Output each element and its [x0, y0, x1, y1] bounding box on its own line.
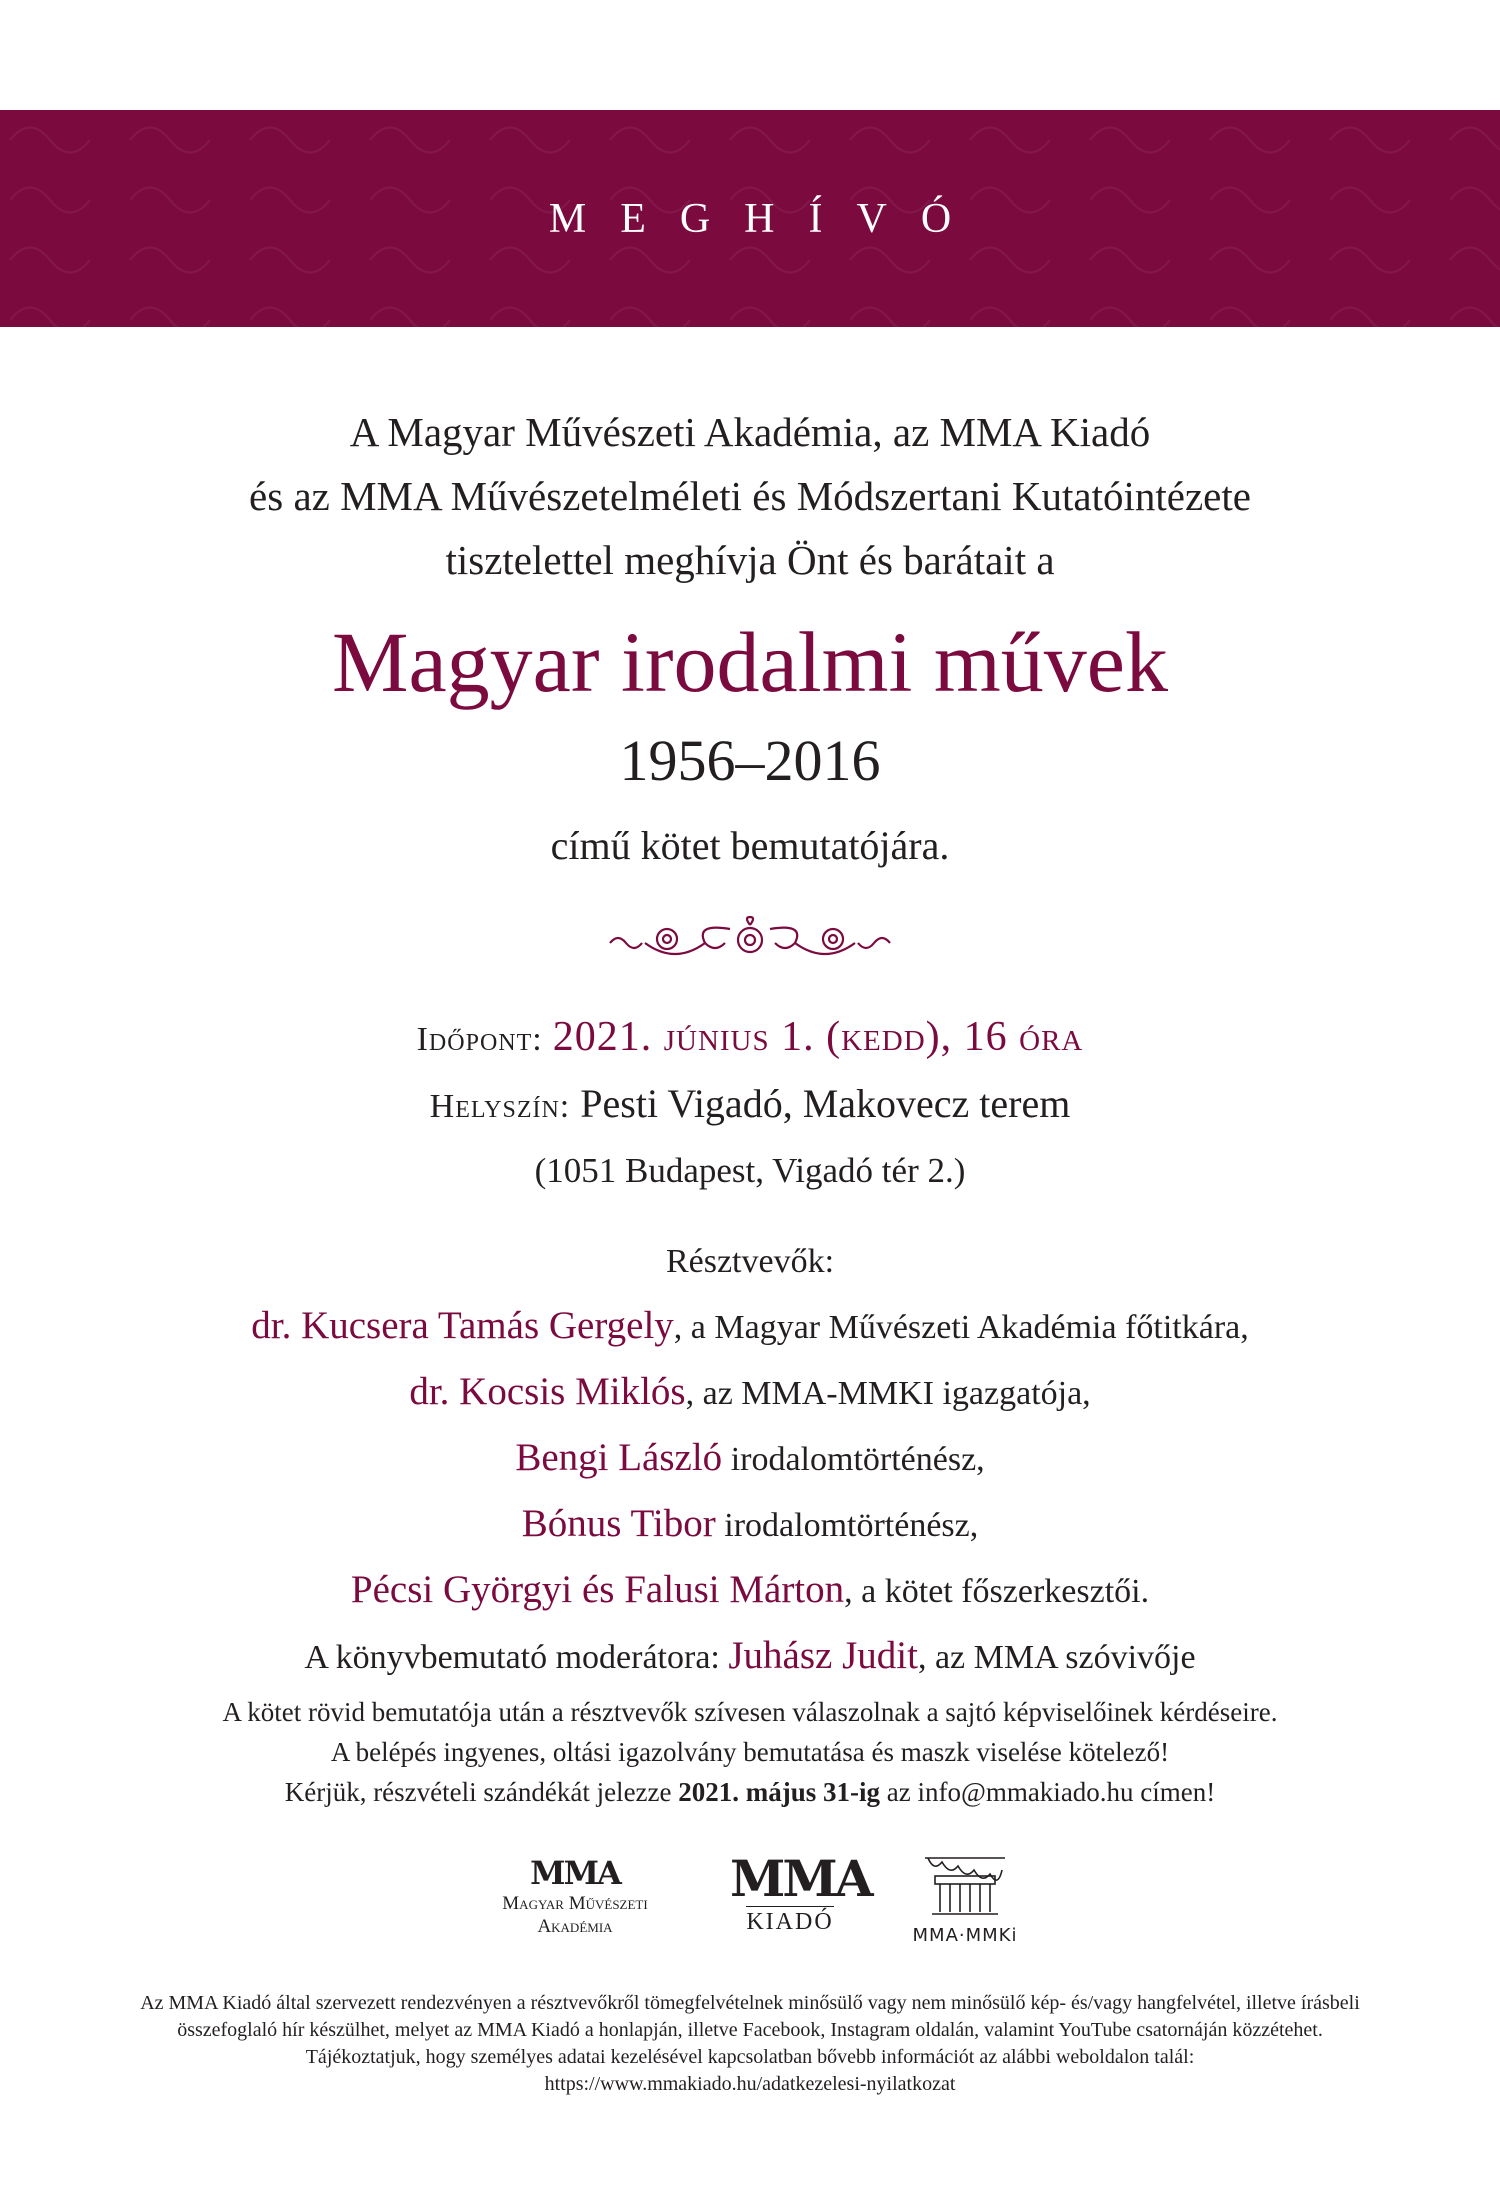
mma-logo-mark: MMA [530, 1854, 620, 1892]
intro-line: és az MMA Művészetelméleti és Módszertani Kutatóintézete [249, 473, 1251, 519]
book-title: Magyar irodalmi művek [332, 614, 1168, 710]
event-address: (1051 Budapest, Vigadó tér 2.) [534, 1151, 966, 1190]
kiado-logo-mark: MMA [730, 1849, 871, 1908]
participant-role: , a kötet főszerkesztői. [844, 1573, 1150, 1610]
mma-mmki-logo [905, 1850, 1025, 1946]
moderator-role: , az MMA szóvivője [917, 1639, 1196, 1676]
participant-name: Bónus Tibor [521, 1502, 716, 1545]
intro-line: tisztelettel meghívja Önt és barátait a [445, 537, 1055, 583]
participant-row [0, 1492, 1500, 1558]
moderator-prefix: A könyvbemutató moderátora: [304, 1639, 729, 1676]
note-line [0, 1772, 1500, 1812]
intro-text [0, 400, 1500, 592]
participant-row [0, 1426, 1500, 1492]
participant-role: irodalomtörténész, [715, 1507, 979, 1544]
logos-row [0, 1850, 1500, 1960]
place-label: Helyszín: [429, 1088, 571, 1125]
book-subtitle: című kötet bemutatójára. [550, 823, 950, 868]
mma-kiado-logo [730, 1849, 871, 1936]
participant-row [0, 1558, 1500, 1624]
mma-logo-line2: Akadémia [537, 1916, 613, 1937]
participant-role: irodalomtörténész, [722, 1441, 985, 1478]
note-prefix: Kérjük, részvételi szándékát jelezze [284, 1777, 679, 1807]
moderator-row [0, 1624, 1500, 1690]
note-line: A belépés ingyenes, oltási igazolvány bemutatása és maszk viselése kötelező! [330, 1737, 1170, 1767]
participants-section [0, 1230, 1500, 1690]
header-banner [0, 110, 1500, 327]
book-years: 1956–2016 [619, 728, 881, 793]
column-capital-icon [920, 1850, 1010, 1920]
mma-logo [460, 1854, 690, 1938]
mmki-logo-text: MMA·MMKi [912, 1925, 1018, 1946]
participant-row [0, 1360, 1500, 1426]
privacy-text: Az MMA Kiadó által szervezett rendezvényen a résztvevőkről tömegfelvételnek minősülő vagy nem minősülő kép- és/vagy hangfelvétel, illetve írásbeli összefoglaló hír készülhet, melyet az MMA Kiadó a honlapján, illetve Facebook, Instagram oldalán, valamint YouTube csatornáján közzétehet. Tájékoztatjuk, hogy személyes adatai kezelésével kapcsolatban bővebb információt az alábbi weboldalon talál: [140, 1992, 1360, 2068]
ornament-divider [605, 915, 895, 965]
invitation-heading: MEGHÍVÓ [548, 195, 986, 242]
mma-logo-line1: Magyar Művészeti [502, 1893, 648, 1914]
participant-role: , az MMA-MMKI igazgatója, [685, 1375, 1091, 1412]
participant-role: , a Magyar Művészeti Akadémia főtitkára, [673, 1309, 1249, 1346]
event-details [0, 1005, 1500, 1203]
participant-name: dr. Kocsis Miklós [409, 1370, 686, 1413]
place-value: Pesti Vigadó, Makovecz terem [580, 1081, 1071, 1126]
time-label: Időpont: [416, 1021, 543, 1058]
event-place [0, 1072, 1500, 1139]
participant-name: dr. Kucsera Tamás Gergely [251, 1304, 674, 1347]
participants-heading: Résztvevők: [665, 1243, 835, 1280]
privacy-url[interactable]: https://www.mmakiado.hu/adatkezelesi-nyilatkozat [544, 2073, 956, 2095]
note-suffix: az info@mmakiado.hu címen! [880, 1777, 1216, 1807]
participant-row [0, 1294, 1500, 1360]
participant-name: Bengi László [515, 1436, 723, 1479]
participant-name: Pécsi Györgyi és Falusi Márton [350, 1568, 845, 1611]
notes-section [0, 1692, 1500, 1812]
privacy-footer [0, 1990, 1500, 2098]
note-line: A kötet rövid bemutatója után a résztvevők szívesen válaszolnak a sajtó képviselőinek kérdéseire. [222, 1697, 1278, 1727]
time-value: 2021. június 1. (kedd), 16 óra [552, 1014, 1084, 1060]
event-time [0, 1005, 1500, 1072]
rsvp-deadline: 2021. május 31-ig [678, 1777, 880, 1807]
kiado-logo-sub: KIADÓ [746, 1906, 833, 1936]
moderator-name: Juhász Judit [728, 1634, 918, 1677]
intro-line: A Magyar Művészeti Akadémia, az MMA Kiadó [349, 409, 1151, 455]
